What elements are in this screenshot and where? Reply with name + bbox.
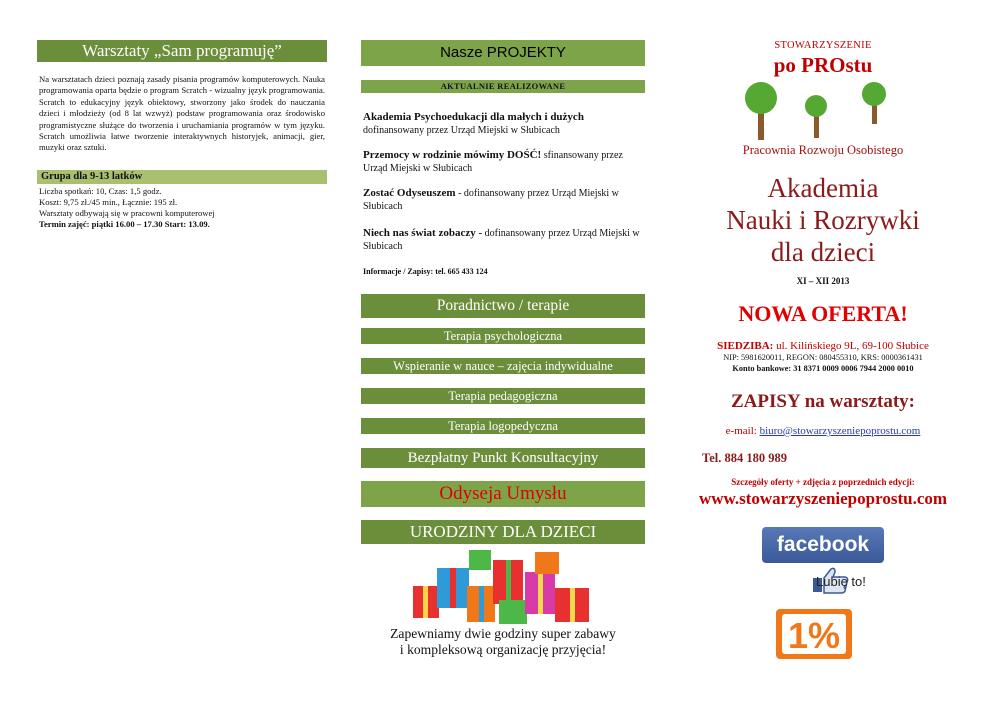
trees-logo xyxy=(736,82,906,142)
phone: Tel. 884 180 989 xyxy=(702,451,787,465)
group-title: Grupa dla 9-13 latków xyxy=(37,170,327,184)
academy-title-line3: dla dzieci xyxy=(770,237,876,267)
workshop-description: Na warsztatach dzieci poznają zasady pisania programów komputerowych. Nauka programowania oparta będzie o program Scratch - wizualny język programowania. Scratch to edukacyjny język obiektowy, stworzony jako środek do nauczania dzieci i młodzieży (od 8 lat wzwyż) podstaw programowania oraz środowisko programistyczne służące do tworzenia i uruchamiania programów w tym języku. Scratch umożliwia łatwe tworzenie interaktywnych historyjek, animacji, gier, muzyki oraz sztuki. xyxy=(39,74,325,153)
gift-boxes-image xyxy=(409,546,597,626)
group-cost: Koszt: 9,75 zł./45 min., Łącznie: 195 zł. xyxy=(39,197,178,208)
email-label: e-mail: xyxy=(725,425,760,437)
academy-title-line1: Akademia xyxy=(767,173,879,203)
contact-info: Informacje / Zapisy: tel. 665 433 124 xyxy=(363,267,488,276)
email-line xyxy=(678,425,968,437)
project-name: Zostać Odyseuszem xyxy=(363,187,456,199)
project-name: Akademia Psychoedukacji dla małych i dużych xyxy=(363,111,584,123)
org-subtitle: Pracownia Rozwoju Osobistego xyxy=(742,143,904,157)
project-item xyxy=(363,187,643,213)
address-value: ul. Kilińskiego 9L, 69-100 Słubice xyxy=(773,340,929,352)
birthday-text xyxy=(361,626,645,658)
service-item: Terapia logopedyczna xyxy=(361,418,645,434)
project-desc: sfinansowany przez Urząd Miejski w Słubicach xyxy=(363,150,623,174)
workshop-title: Warsztaty „Sam programuję” xyxy=(37,40,327,62)
counseling-title: Poradnictwo / terapie xyxy=(361,294,645,318)
project-desc: dofinansowany przez Urząd Miejski w Słubicach xyxy=(363,125,560,136)
details-label: Szczegóły oferty + zdjęcia z poprzednich edycji: xyxy=(731,477,915,487)
service-item: Terapia pedagogiczna xyxy=(361,388,645,404)
birthday-text-line2: i kompleksową organizację przyjęcia! xyxy=(399,642,607,657)
address xyxy=(678,340,968,352)
facebook-logo[interactable]: facebook xyxy=(762,527,884,563)
birthday-text-line1: Zapewniamy dwie godziny super zabawy xyxy=(390,626,616,641)
one-percent-text: 1% xyxy=(787,615,841,656)
project-desc: dofinansowany przez Urząd Miejski w Słubicach xyxy=(363,228,640,252)
period: XI – XII 2013 xyxy=(796,276,850,286)
project-item xyxy=(363,227,643,253)
odyssey-banner: Odyseja Umysłu xyxy=(361,481,645,507)
address-label: SIEDZIBA: xyxy=(717,340,774,352)
project-name: Niech nas świat zobaczy - xyxy=(363,227,483,239)
like-label: Lubię to! xyxy=(816,574,866,589)
current-projects-label: AKTUALNIE REALIZOWANE xyxy=(361,80,645,93)
consult-point: Bezpłatny Punkt Konsultacyjny xyxy=(361,448,645,468)
org-name: po PROstu xyxy=(773,53,873,77)
right-panel xyxy=(678,0,968,656)
service-item: Terapia psychologiczna xyxy=(361,328,645,344)
like-button[interactable] xyxy=(766,566,896,596)
group-details xyxy=(39,186,325,231)
project-name: Przemocy w rodzinie mówimy DOŚĆ! xyxy=(363,149,542,161)
signup-heading: ZAPISY na warsztaty: xyxy=(730,391,915,412)
new-offer: NOWA OFERTA! xyxy=(738,301,908,326)
bank-account: Konto bankowe: 31 8371 0009 0006 7944 2000 0010 xyxy=(732,364,914,373)
website-link[interactable]: www.stowarzyszeniepoprostu.com xyxy=(698,489,948,508)
left-panel xyxy=(37,0,327,231)
projects-title: Nasze PROJEKTY xyxy=(361,40,645,66)
middle-panel xyxy=(361,0,645,657)
project-item xyxy=(363,149,643,175)
org-label: STOWARZYSZENIE xyxy=(774,40,872,51)
academy-title xyxy=(678,172,968,268)
email-link[interactable]: biuro@stowarzyszeniepoprostu.com xyxy=(759,425,921,437)
project-item xyxy=(363,111,643,137)
group-schedule: Termin zajęć: piątki 16.00 – 17.30 Start: 13.09. xyxy=(39,219,210,230)
birthday-banner: URODZINY DLA DZIECI xyxy=(361,520,645,544)
group-meetings: Liczba spotkań: 10, Czas: 1,5 godz. xyxy=(39,185,162,196)
one-percent-logo xyxy=(774,607,854,661)
group-location: Warsztaty odbywają się w pracowni komputerowej xyxy=(39,208,215,219)
academy-title-line2: Nauki i Rozrywki xyxy=(726,205,920,235)
service-item: Wspieranie w nauce – zajęcia indywidualne xyxy=(361,358,645,374)
project-desc: - dofinansowany przez Urząd Miejski w Słubicach xyxy=(363,188,619,212)
registration-numbers: NIP: 5981620011, REGON: 080455310, KRS: 0000361431 xyxy=(723,353,923,362)
